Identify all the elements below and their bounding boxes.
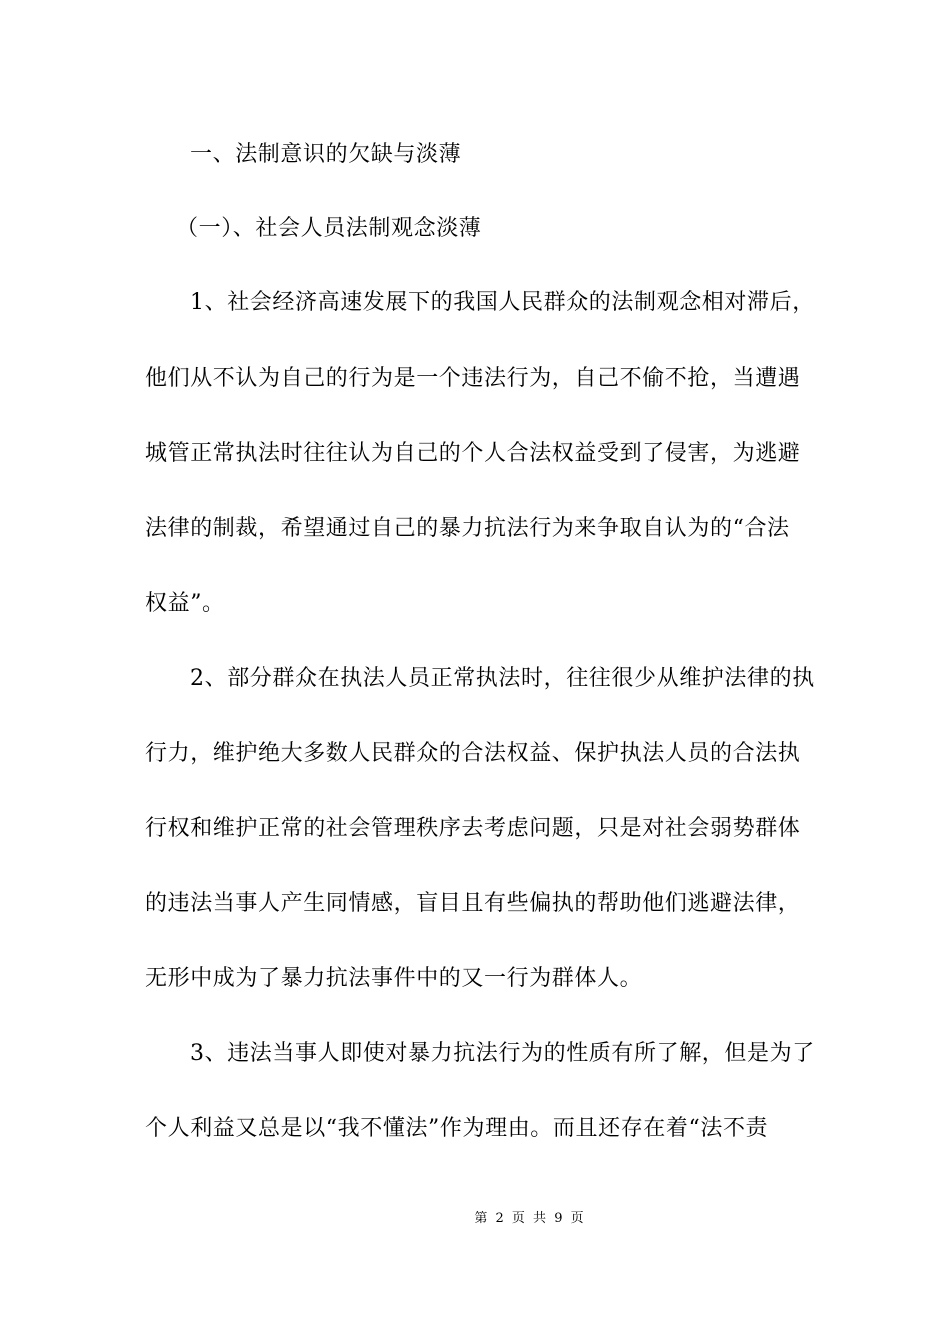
paragraph-1-line-1: 1、社会经济高速发展下的我国人民群众的法制观念相对滞后， bbox=[190, 290, 815, 315]
paragraph-2-line-3: 行权和维护正常的社会管理秩序去考虑问题，只是对社会弱势群体 bbox=[145, 816, 801, 841]
paragraph-2-line-2: 行力，维护绝大多数人民群众的合法权益、保护执法人员的合法执 bbox=[145, 741, 801, 766]
paragraph-1-line-3: 城管正常执法时往往认为自己的个人合法权益受到了侵害，为逃避 bbox=[145, 441, 801, 466]
page-number-footer: 第 2 页 共 9 页 bbox=[474, 1211, 586, 1226]
paragraph-2-line-5: 无形中成为了暴力抗法事件中的又一行为群体人。 bbox=[145, 966, 643, 991]
paragraph-3-line-1: 3、违法当事人即使对暴力抗法行为的性质有所了解，但是为了 bbox=[190, 1041, 815, 1066]
paragraph-3-line-2: 个人利益又总是以“我不懂法”作为理由。而且还存在着“法不责 bbox=[145, 1116, 769, 1141]
paragraph-2-line-1: 2、部分群众在执法人员正常执法时，往往很少从维护法律的执 bbox=[190, 666, 815, 691]
subsection-heading: （一）、社会人员法制观念淡薄 bbox=[176, 216, 482, 241]
paragraph-1-line-5: 权益”。 bbox=[145, 591, 225, 616]
paragraph-1-line-4: 法律的制裁，希望通过自己的暴力抗法行为来争取自认为的“合法 bbox=[145, 516, 790, 541]
section-heading: 一、法制意识的欠缺与淡薄 bbox=[190, 142, 462, 167]
paragraph-1-line-2: 他们从不认为自己的行为是一个违法行为，自己不偷不抢，当遭遇 bbox=[145, 366, 801, 391]
paragraph-2-line-4: 的违法当事人产生同情感，盲目且有些偏执的帮助他们逃避法律， bbox=[145, 891, 801, 916]
